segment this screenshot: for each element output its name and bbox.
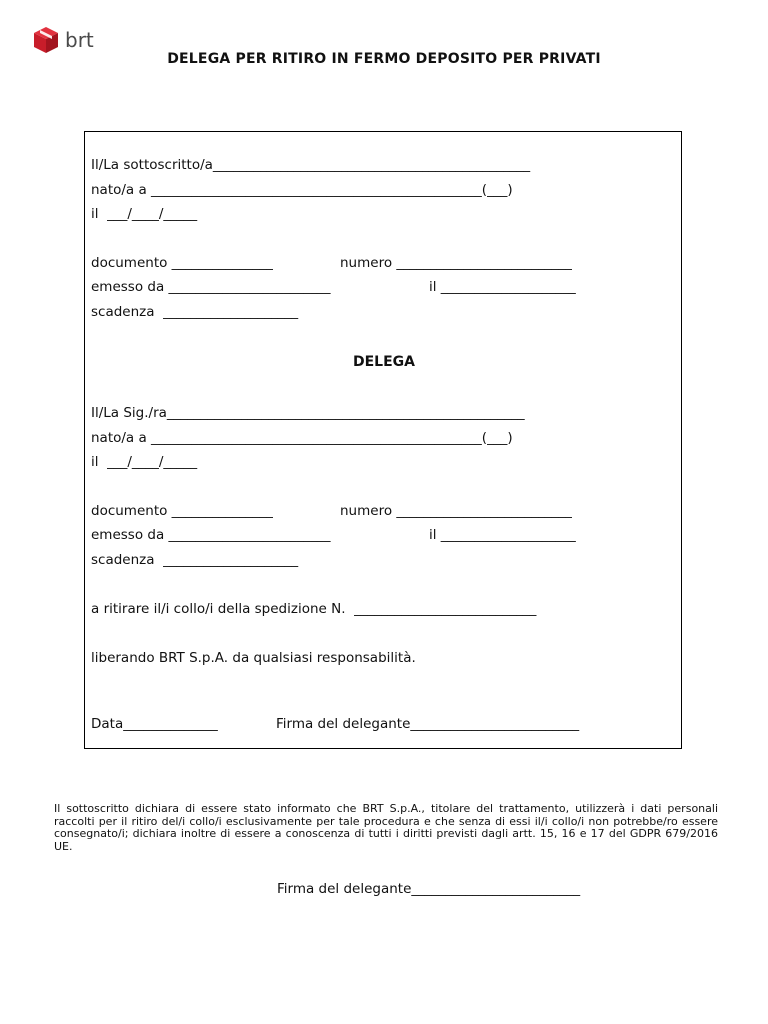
- delegato-birthdate-field[interactable]: il ___/____/_____: [91, 454, 198, 470]
- shipment-number-field[interactable]: a ritirare il/i collo/i della spedizione N. ___________________________: [91, 601, 537, 617]
- delegato-expiry-field[interactable]: scadenza ____________________: [91, 552, 299, 568]
- delegato-issued-by-field[interactable]: emesso da ________________________: [91, 527, 331, 543]
- document-title: DELEGA PER RITIRO IN FERMO DEPOSITO PER PRIVATI: [167, 51, 601, 67]
- date-field[interactable]: Data______________: [91, 716, 218, 732]
- liability-statement: liberando BRT S.p.A. da qualsiasi responsabilità.: [91, 650, 416, 666]
- delegante-birthdate-field[interactable]: il ___/____/_____: [91, 206, 198, 222]
- delegante-issue-date-field[interactable]: il ____________________: [429, 279, 576, 295]
- delegato-number-field[interactable]: numero __________________________: [340, 503, 572, 519]
- brand-name: brt: [65, 28, 94, 52]
- privacy-notice: Il sottoscritto dichiara di essere stato informato che BRT S.p.A., titolare del trattamento, utilizzerà i dati personali raccolti per il ritiro del/i collo/i esclusivamente per tale procedura e che senza di essi il/i collo/i non potrebbe/ro essere consegnato/i; dichiara inoltre di essere a conoscenza di tutti i diritti previsti dagli artt. 15, 16 e 17 del GDPR 679/2016 UE.: [54, 802, 718, 853]
- delegante-number-field[interactable]: numero __________________________: [340, 255, 572, 271]
- delegante-expiry-field[interactable]: scadenza ____________________: [91, 304, 299, 320]
- delegante-document-field[interactable]: documento _______________: [91, 255, 273, 271]
- delegato-issue-date-field[interactable]: il ____________________: [429, 527, 576, 543]
- delegante-issued-by-field[interactable]: emesso da ________________________: [91, 279, 331, 295]
- delegato-document-field[interactable]: documento _______________: [91, 503, 273, 519]
- delegante-birthplace-field[interactable]: nato/a a _________________________________________________(___): [91, 182, 513, 198]
- delegato-birthplace-field[interactable]: nato/a a _________________________________________________(___): [91, 430, 513, 446]
- footer-signature-field[interactable]: Firma del delegante_________________________: [277, 881, 581, 897]
- delegante-name-field[interactable]: Il/La sottoscritto/a_______________________________________________: [91, 157, 531, 173]
- delega-heading: DELEGA: [353, 354, 415, 370]
- delegato-name-field[interactable]: Il/La Sig./ra_____________________________________________________: [91, 405, 525, 421]
- delegante-signature-field[interactable]: Firma del delegante_________________________: [276, 716, 580, 732]
